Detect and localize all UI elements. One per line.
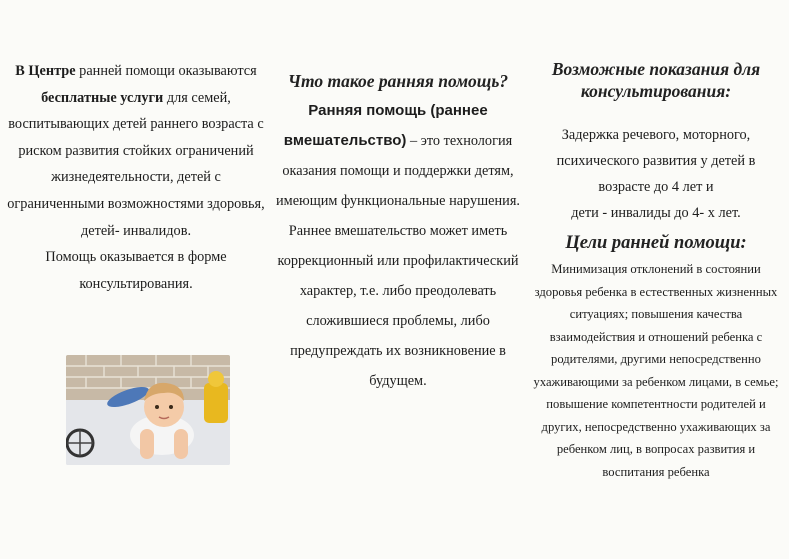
intro-part-text2: для семей, воспитывающих детей раннего возраста с риском развития стойких ограничений жизнедеятельности, детей с ограниченными возможностями здоровья, детей- инвалидов.: [7, 89, 265, 239]
indications-line-3: возрасте до 4 лет и: [598, 179, 714, 195]
intro-part-center: В Центре: [15, 63, 76, 79]
definition-paragraph: [274, 96, 522, 396]
column-definition: [274, 70, 522, 396]
intro-form-text: Помощь оказывается в форме консультирования.: [45, 249, 227, 292]
goals-paragraph: [532, 258, 780, 483]
definition-title: Что такое ранняя помощь?: [287, 71, 509, 91]
intro-part-text1: ранней помощи оказываются: [75, 63, 257, 79]
goals-title: Цели ранней помощи:: [565, 233, 747, 253]
indications-line-2: психического развития у детей в: [556, 153, 756, 169]
goals-text-1: Минимизация отклонений в состоянии здоровья ребенка в естественных жизненных ситуациях; повышения качества взаимодействия и отношений ребенка с родителями, другими непосредственно ухаживающими за ребенком лицами, в семье;: [533, 262, 779, 389]
indications-title: Возможные показания для консультирования:: [551, 59, 761, 101]
definition-text: – это технология оказания помощи и поддержки детям, имеющим функциональные нарушения. Раннее вмешательство может иметь коррекционный или профилактический характер, т.е. либо преодолевать сложившиеся проблемы, либо предупреждать их возникновение в будущем.: [276, 133, 520, 389]
column-intro: [0, 58, 270, 297]
indications-line-1: Задержка речевого, моторного,: [561, 127, 751, 143]
intro-part-free: бесплатные услуги: [41, 89, 164, 106]
goals-text-2: повышение компетентности родителей и других, непосредственно ухаживающих за ребенком лиц, в вопросах развития и воспитания ребенка: [541, 397, 771, 479]
column-indications: [532, 58, 780, 483]
indications-line-4: дети - инвалиды до 4- х лет.: [571, 205, 741, 221]
child-photo-illustration: [66, 355, 230, 465]
child-photo: [66, 355, 230, 465]
indications-paragraph: [532, 122, 780, 226]
definition-term: Ранняя помощь (раннее вмешательство): [283, 102, 488, 149]
intro-paragraph: [2, 58, 270, 297]
